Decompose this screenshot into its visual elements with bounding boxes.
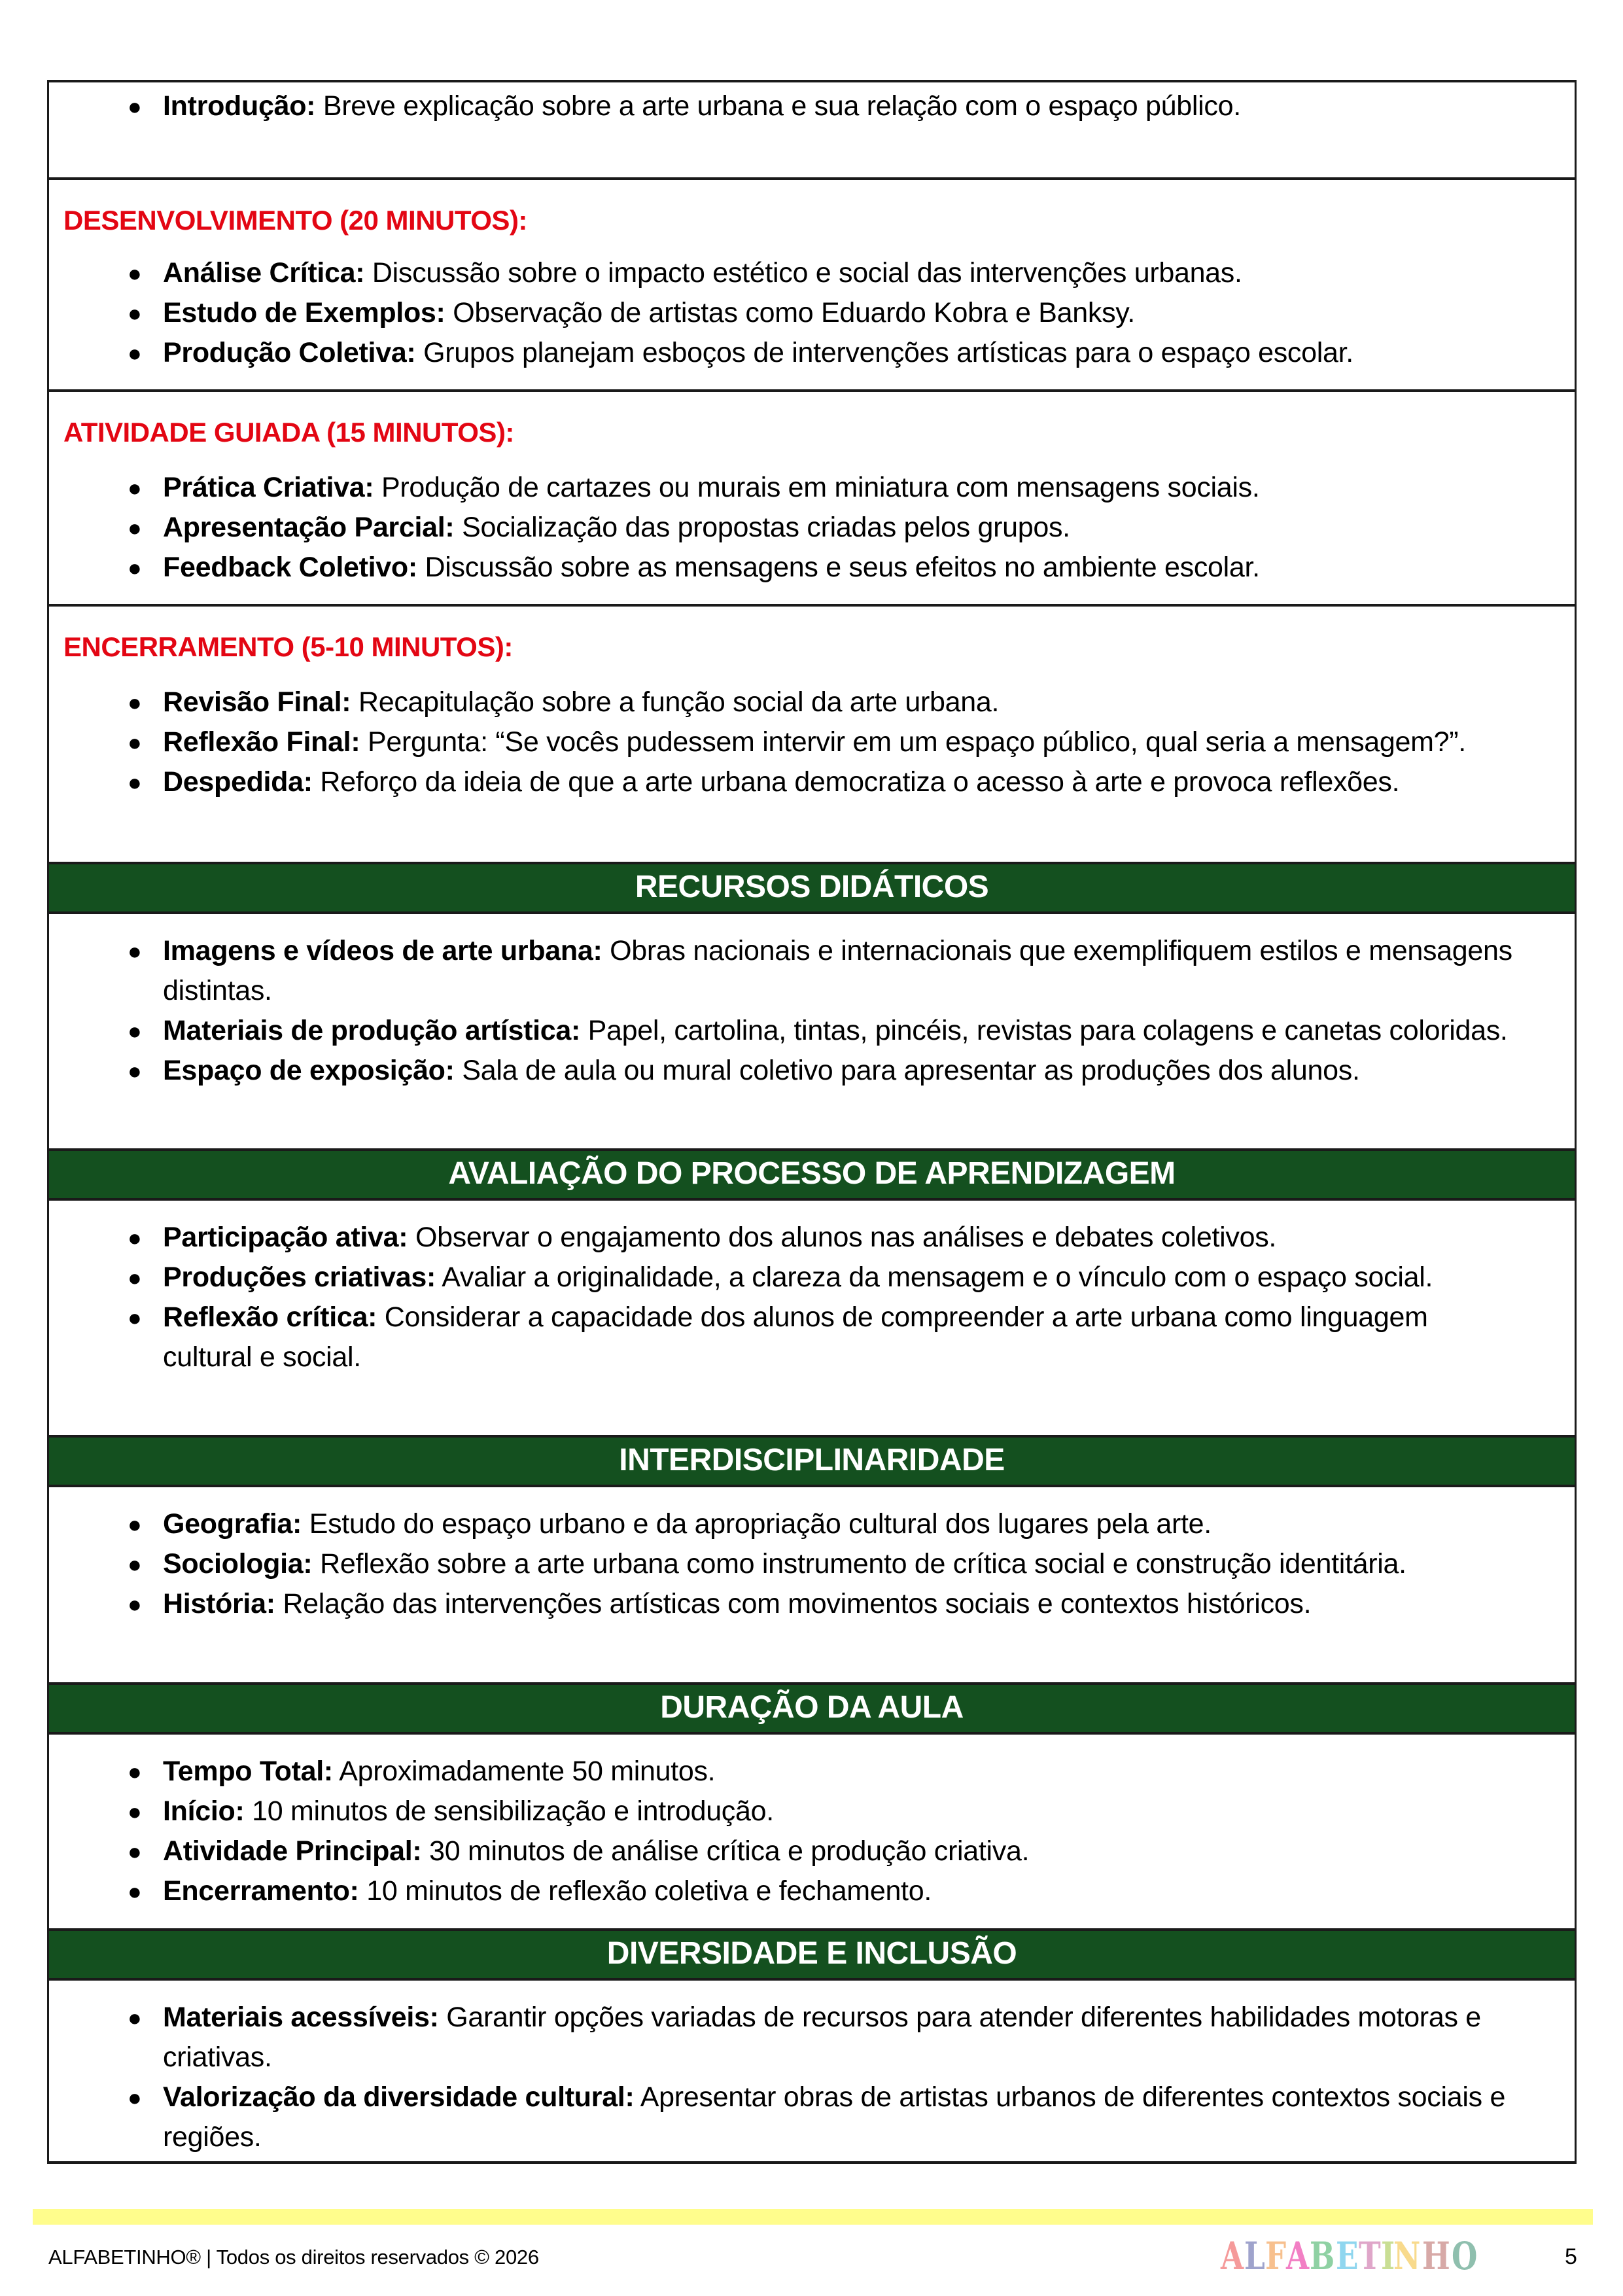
item-label: Encerramento: [163, 1875, 359, 1907]
item-text: Reflexão sobre a arte urbana como instrumento de crítica social e construção identitária. [312, 1548, 1406, 1580]
item-label: Produção Coletiva: [163, 337, 416, 368]
logo-letter: E [1336, 2234, 1359, 2278]
item-label: Introdução: [163, 90, 316, 122]
phase-atividade-guiada [49, 392, 1575, 607]
section-header-avaliacao: AVALIAÇÃO DO PROCESSO DE APRENDIZAGEM [49, 1151, 1575, 1201]
footer-divider-bar [33, 2209, 1593, 2225]
item-label: Revisão Final: [163, 686, 351, 718]
bullet-icon: ● [128, 1798, 142, 1825]
item-label: Materiais de produção artística: [163, 1015, 580, 1046]
phase-desenvolvimento [49, 180, 1575, 392]
list-item [63, 1871, 1560, 1911]
item-label: Análise Crítica: [163, 257, 365, 289]
item-label: Atividade Principal: [163, 1835, 422, 1867]
list-item [63, 1298, 1496, 1377]
item-label: Reflexão crítica: [163, 1301, 377, 1333]
list-item [63, 1831, 1560, 1871]
bullet-icon: ● [128, 554, 142, 581]
footer-copyright: ALFABETINHO® | Todos os direitos reservados © 2026 [48, 2246, 539, 2269]
item-label: Apresentação Parcial: [163, 512, 455, 543]
item-text: Apresentar obras de artistas urbanos de diferentes contextos sociais e regiões. [163, 2081, 1506, 2153]
bullet-icon: ● [128, 474, 142, 501]
item-text: 10 minutos de sensibilização e introdução. [244, 1795, 774, 1827]
bullet-icon: ● [128, 1838, 142, 1865]
item-label: Feedback Coletivo: [163, 552, 417, 583]
section-body-interdisciplinaridade [49, 1487, 1575, 1685]
item-label: Reflexão Final: [163, 726, 360, 758]
list-item [63, 1544, 1496, 1584]
list-item [63, 86, 1560, 126]
item-label: Materiais acessíveis: [163, 2002, 439, 2033]
bullet-icon: ● [128, 2084, 142, 2111]
list-item [63, 762, 1521, 802]
logo-letter: L [1244, 2234, 1266, 2278]
item-text: Recapitulação sobre a função social da arte urbana. [351, 686, 1000, 718]
section-header-interdisciplinaridade: INTERDISCIPLINARIDADE [49, 1438, 1575, 1487]
logo-letter: T [1359, 2234, 1382, 2278]
bullet-icon: ● [128, 1758, 142, 1785]
phase-title: ENCERRAMENTO (5-10 MINUTOS): [63, 631, 513, 662]
item-text: Considerar a capacidade dos alunos de compreender a arte urbana como linguagem cultural e social. [163, 1301, 1428, 1373]
list-item [63, 682, 1521, 722]
bullet-icon: ● [128, 2004, 142, 2031]
item-text: 30 minutos de análise crítica e produção criativa. [421, 1835, 1030, 1867]
bullet-icon: ● [128, 260, 142, 287]
item-label: Geografia: [163, 1508, 302, 1540]
bullet-icon: ● [128, 729, 142, 756]
item-text: Pergunta: “Se vocês pudessem intervir em um espaço público, qual seria a mensagem?”. [360, 726, 1466, 758]
item-text: Avaliar a originalidade, a clareza da mensagem e o vínculo com o espaço social. [436, 1262, 1433, 1293]
item-label: Despedida: [163, 766, 313, 798]
bullet-icon: ● [128, 1264, 142, 1291]
list-item [63, 1584, 1496, 1624]
section-list [63, 1752, 1560, 1911]
item-text: Garantir opções variadas de recursos para atender diferentes habilidades motoras e criativas. [163, 2002, 1481, 2073]
bullet-icon: ● [128, 340, 142, 366]
list-item [63, 1258, 1496, 1298]
bullet-icon: ● [128, 1591, 142, 1617]
phase-encerramento [49, 607, 1575, 862]
list-item [63, 253, 1560, 293]
item-label: Sociologia: [163, 1548, 313, 1580]
item-text: Obras nacionais e internacionais que exemplifiquem estilos e mensagens distintas. [163, 935, 1512, 1006]
section-list [63, 1218, 1496, 1377]
list-item [63, 1051, 1535, 1091]
section-body-diversidade [49, 1981, 1575, 2161]
item-text: Breve explicação sobre a arte urbana e sua relação com o espaço público. [315, 90, 1241, 122]
list-item [63, 1011, 1535, 1051]
phase-title: DESENVOLVIMENTO (20 MINUTOS): [63, 205, 527, 236]
logo-letter: I [1381, 2234, 1396, 2278]
phase-list [63, 682, 1560, 802]
bullet-icon: ● [128, 514, 142, 541]
logo-letter: H [1422, 2234, 1451, 2278]
section-body-duracao [49, 1735, 1575, 1931]
item-label: História: [163, 1588, 275, 1619]
section-header-diversidade: DIVERSIDADE E INCLUSÃO [49, 1931, 1575, 1981]
list-item [63, 1752, 1560, 1792]
bullet-icon: ● [128, 689, 142, 716]
item-text: Reforço da ideia de que a arte urbana democratiza o acesso à arte e provoca reflexões. [312, 766, 1400, 798]
intro-cell [49, 82, 1575, 180]
item-label: Início: [163, 1795, 245, 1827]
lesson-plan-table [47, 80, 1577, 2164]
list-item [63, 722, 1521, 762]
section-body-avaliacao [49, 1201, 1575, 1438]
item-text: Aproximadamente 50 minutos. [332, 1756, 716, 1787]
bullet-icon: ● [128, 1057, 142, 1084]
list-item [63, 1998, 1555, 2077]
phase-list [63, 253, 1560, 373]
item-text: Grupos planejam esboços de intervenções artísticas para o espaço escolar. [415, 337, 1353, 368]
item-text: Observação de artistas como Eduardo Kobra e Banksy. [445, 297, 1135, 328]
intro-list [63, 86, 1560, 126]
item-text: Produção de cartazes ou murais em miniatura com mensagens sociais. [374, 472, 1260, 503]
logo-letter: F [1265, 2234, 1287, 2278]
section-list [63, 931, 1535, 1091]
list-item [63, 333, 1560, 373]
item-text: Papel, cartolina, tintas, pincéis, revistas para colagens e canetas coloridas. [580, 1015, 1508, 1046]
phase-title: ATIVIDADE GUIADA (15 MINUTOS): [63, 417, 514, 448]
section-list [63, 1998, 1555, 2157]
list-item [63, 2077, 1555, 2157]
item-text: Estudo do espaço urbano e da apropriação cultural dos lugares pela arte. [302, 1508, 1212, 1540]
item-label: Valorização da diversidade cultural: [163, 2081, 635, 2113]
logo-letter: N [1393, 2234, 1421, 2278]
item-text: 10 minutos de reflexão coletiva e fechamento. [358, 1875, 932, 1907]
bullet-icon: ● [128, 769, 142, 796]
item-text: Sala de aula ou mural coletivo para apresentar as produções dos alunos. [454, 1055, 1360, 1086]
section-body-recursos [49, 914, 1575, 1151]
item-text: Discussão sobre as mensagens e seus efeitos no ambiente escolar. [417, 552, 1260, 583]
bullet-icon: ● [128, 1017, 142, 1044]
section-list [63, 1504, 1496, 1624]
list-item [63, 508, 1560, 548]
bullet-icon: ● [128, 1551, 142, 1578]
logo-letter: O [1452, 2234, 1478, 2278]
list-item [63, 548, 1560, 588]
logo-letter: A [1221, 2234, 1244, 2278]
bullet-icon: ● [128, 1878, 142, 1905]
item-label: Estudo de Exemplos: [163, 297, 445, 328]
item-label: Tempo Total: [163, 1756, 333, 1787]
list-item [63, 468, 1560, 508]
bullet-icon: ● [128, 300, 142, 327]
bullet-icon: ● [128, 93, 142, 120]
list-item [63, 1504, 1496, 1544]
logo-letter: B [1310, 2234, 1336, 2278]
item-text: Socialização das propostas criadas pelos grupos. [454, 512, 1070, 543]
bullet-icon: ● [128, 1224, 142, 1251]
phase-list [63, 468, 1560, 588]
list-item [63, 1792, 1560, 1831]
section-header-recursos: RECURSOS DIDÁTICOS [49, 862, 1575, 914]
item-text: Discussão sobre o impacto estético e social das intervenções urbanas. [364, 257, 1242, 289]
bullet-icon: ● [128, 938, 142, 964]
list-item [63, 1218, 1496, 1258]
item-text: Relação das intervenções artísticas com movimentos sociais e contextos históricos. [275, 1588, 1312, 1619]
item-label: Imagens e vídeos de arte urbana: [163, 935, 602, 966]
item-label: Participação ativa: [163, 1222, 408, 1253]
alfabetinho-logo [1221, 2236, 1479, 2276]
bullet-icon: ● [128, 1304, 142, 1331]
item-text: Observar o engajamento dos alunos nas análises e debates coletivos. [408, 1222, 1277, 1253]
list-item [63, 293, 1560, 333]
item-label: Prática Criativa: [163, 472, 374, 503]
page-number: 5 [1565, 2244, 1577, 2269]
list-item [63, 931, 1535, 1011]
item-label: Espaço de exposição: [163, 1055, 455, 1086]
item-label: Produções criativas: [163, 1262, 436, 1293]
bullet-icon: ● [128, 1511, 142, 1538]
section-header-duracao: DURAÇÃO DA AULA [49, 1685, 1575, 1735]
logo-letter: A [1285, 2234, 1310, 2278]
